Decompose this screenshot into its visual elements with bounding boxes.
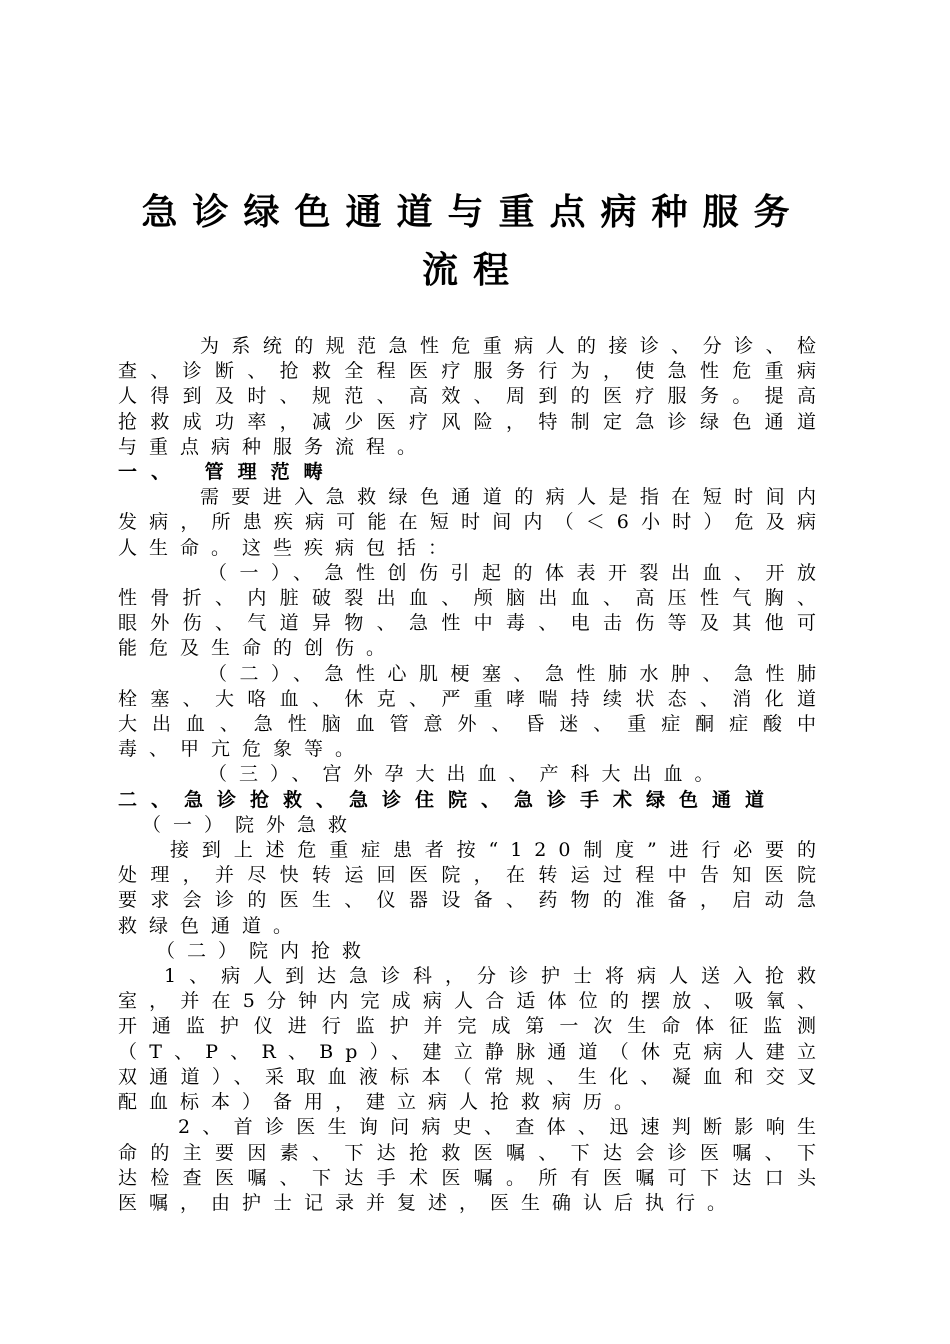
subsection-1-text: 接到上述危重症患者按“120制度”进行必要的处理，并尽快转运回医院，在转运过程中告知医院要求会诊的医生、仪器设备、药物的准备，启动急救绿色通道。 bbox=[118, 839, 828, 937]
section-1-item-3: （三）、宫外孕大出血、产科大出血。 bbox=[208, 763, 726, 786]
subsection-1-heading: （一）院外急救 bbox=[142, 813, 360, 836]
section-1-heading: 一、 管理范畴 bbox=[118, 461, 337, 484]
document-body bbox=[118, 334, 828, 1216]
intro-paragraph: 为系统的规范急性危重病人的接诊、分诊、检查、诊断、抢救全程医疗服务行为，使急性危重病人得到及时、规范、高效、周到的医疗服务。提高抢救成功率，减少医疗风险，特制定急诊绿色通道与重点病种服务流程。 bbox=[118, 335, 828, 458]
section-1-text: 需要进入急救绿色通道的病人是指在短时间内发病，所患疾病可能在短时间内（＜6小时）危及病人生命。这些疾病包括： bbox=[118, 486, 828, 559]
section-1-item-1: （一）、急性创伤引起的体表开裂出血、开放性骨折、内脏破裂出血、颅脑出血、高压性气胸、眼外伤、气道异物、急性中毒、电击伤等及其他可能危及生命的创伤。 bbox=[118, 561, 828, 660]
step-1-paragraph: 1、病人到达急诊科，分诊护士将病人送入抢救室，并在5分钟内完成病人合适体位的摆放、吸氧、开通监护仪进行监护并完成第一次生命体征监测（T、P、R、Bp）、建立静脉通道（休克病人建立双通道）、采取血液标本（常规、生化、凝血和交叉配血标本）备用，建立病人抢救病历。 bbox=[118, 965, 828, 1114]
section-1-item-2: （二）、急性心肌梗塞、急性肺水肿、急性肺栓塞、大咯血、休克、严重哮喘持续状态、消化道大出血、急性脑血管意外、昏迷、重症酮症酸中毒、甲亢危象等。 bbox=[118, 662, 828, 761]
subsection-2-heading: （二）院内抢救 bbox=[156, 939, 374, 962]
step-2-paragraph: 2、首诊医生询问病史、查体、迅速判断影响生命的主要因素、下达抢救医嘱、下达会诊医嘱、下达检查医嘱、下达手术医嘱。所有医嘱可下达口头医嘱，由护士记录并复述，医生确认后执行。 bbox=[118, 1116, 828, 1214]
document-title: 急诊绿色通道与重点病种服务流程 bbox=[141, 191, 805, 291]
section-2-heading: 二、急诊抢救、急诊住院、急诊手术绿色通道 bbox=[118, 788, 779, 811]
